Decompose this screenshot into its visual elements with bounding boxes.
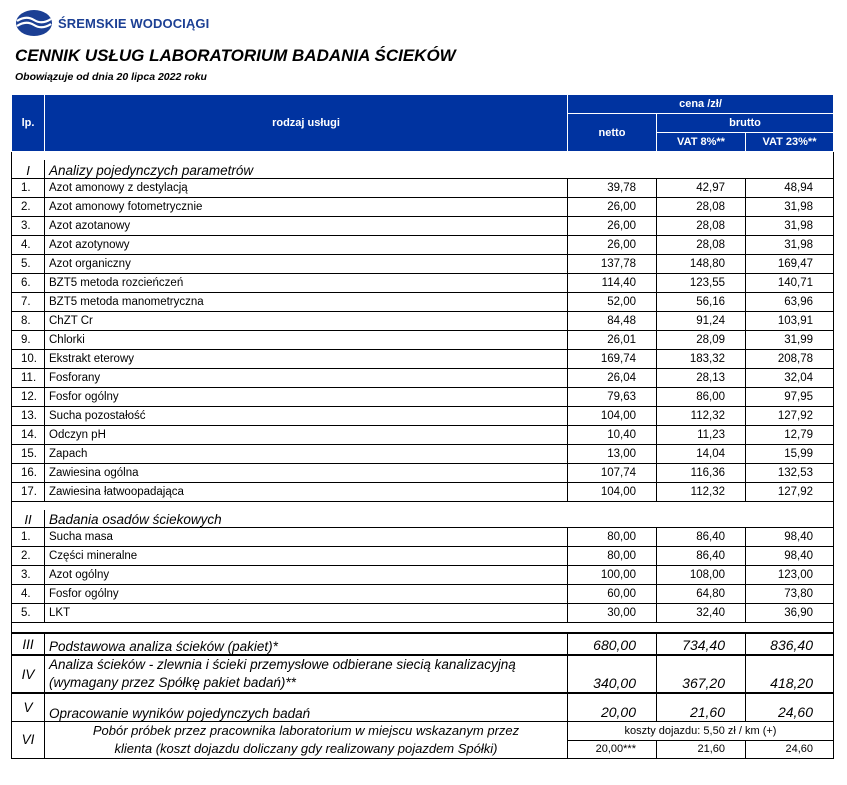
table-row xyxy=(12,482,834,501)
row-netto: 100,00 xyxy=(568,566,657,585)
row-lp: 8. xyxy=(12,311,45,330)
table-row xyxy=(12,387,834,406)
section-number: III xyxy=(12,633,45,655)
row-vat23: 140,71 xyxy=(746,273,834,292)
row-lp: 7. xyxy=(12,292,45,311)
row-netto: 26,00 xyxy=(568,216,657,235)
row-vat8: 28,13 xyxy=(657,368,746,387)
row-netto: 79,63 xyxy=(568,387,657,406)
section-sec3-row xyxy=(12,633,834,655)
col-header-service: rodzaj usługi xyxy=(45,95,568,152)
section-vat23: 836,40 xyxy=(746,633,834,655)
row-vat8: 28,08 xyxy=(657,197,746,216)
spacer-row xyxy=(12,623,834,634)
section-title: Analizy pojedynczych parametrów xyxy=(45,160,834,178)
row-lp: 16. xyxy=(12,463,45,482)
wave-logo-icon xyxy=(14,8,54,38)
row-lp: 14. xyxy=(12,425,45,444)
row-netto: 26,01 xyxy=(568,330,657,349)
row-netto: 30,00 xyxy=(568,604,657,623)
row-vat8: 112,32 xyxy=(657,406,746,425)
company-logo xyxy=(14,6,209,40)
table-row xyxy=(12,235,834,254)
table-row xyxy=(12,292,834,311)
row-vat8: 86,40 xyxy=(657,528,746,547)
row-service-name: Fosforany xyxy=(45,368,568,387)
col-header-vat8: VAT 8%** xyxy=(657,133,746,152)
section-title-line1: Analiza ścieków - zlewnia i ścieki przemysłowe odbierane siecią kanalizacyjną xyxy=(49,657,516,672)
row-netto: 60,00 xyxy=(568,585,657,604)
row-lp: 5. xyxy=(12,254,45,273)
row-service-name: Azot amonowy fotometrycznie xyxy=(45,197,568,216)
section-title xyxy=(45,655,568,693)
row-vat8: 148,80 xyxy=(657,254,746,273)
section-vat23: 418,20 xyxy=(746,655,834,693)
row-lp: 15. xyxy=(12,444,45,463)
row-service-name: Chlorki xyxy=(45,330,568,349)
row-vat8: 28,08 xyxy=(657,216,746,235)
table-row xyxy=(12,254,834,273)
table-row xyxy=(12,311,834,330)
row-vat23: 98,40 xyxy=(746,547,834,566)
row-vat23: 208,78 xyxy=(746,349,834,368)
col-header-netto: netto xyxy=(568,114,657,152)
row-vat8: 123,55 xyxy=(657,273,746,292)
row-service-name: Azot amonowy z destylacją xyxy=(45,178,568,197)
table-row xyxy=(12,425,834,444)
row-vat23: 123,00 xyxy=(746,566,834,585)
spacer-row xyxy=(12,501,834,510)
table-row xyxy=(12,368,834,387)
row-service-name: Azot organiczny xyxy=(45,254,568,273)
row-lp: 6. xyxy=(12,273,45,292)
row-vat23: 127,92 xyxy=(746,482,834,501)
row-netto: 26,00 xyxy=(568,235,657,254)
row-lp: 3. xyxy=(12,566,45,585)
row-vat8: 91,24 xyxy=(657,311,746,330)
col-header-lp: lp. xyxy=(12,95,45,152)
row-vat23: 36,90 xyxy=(746,604,834,623)
page-subtitle: Obowiązuje od dnia 20 lipca 2022 roku xyxy=(15,71,207,83)
row-netto: 80,00 xyxy=(568,547,657,566)
row-vat8: 116,36 xyxy=(657,463,746,482)
row-vat23: 15,99 xyxy=(746,444,834,463)
row-vat8: 28,09 xyxy=(657,330,746,349)
row-lp: 17. xyxy=(12,482,45,501)
spacer-cell xyxy=(12,501,834,510)
table-row xyxy=(12,216,834,235)
row-netto: 114,40 xyxy=(568,273,657,292)
row-netto: 137,78 xyxy=(568,254,657,273)
section-header-row xyxy=(12,160,834,178)
row-lp: 9. xyxy=(12,330,45,349)
row-netto: 10,40 xyxy=(568,425,657,444)
section-title-line2: klienta (koszt dojazdu doliczany gdy realizowany pojazdem Spółki) xyxy=(114,740,498,756)
page-title: CENNIK USŁUG LABORATORIUM BADANIA ŚCIEKÓW xyxy=(15,46,456,65)
row-service-name: Azot ogólny xyxy=(45,566,568,585)
row-vat23: 63,96 xyxy=(746,292,834,311)
row-vat8: 42,97 xyxy=(657,178,746,197)
row-vat23: 31,99 xyxy=(746,330,834,349)
company-name: ŚREMSKIE WODOCIĄGI xyxy=(58,15,210,31)
row-service-name: Ekstrakt eterowy xyxy=(45,349,568,368)
table-row xyxy=(12,406,834,425)
section-netto: 20,00*** xyxy=(568,741,657,758)
col-header-price: cena /zł/ xyxy=(568,95,834,114)
section-vat23: 24,60 xyxy=(746,741,834,758)
row-service-name: Odczyn pH xyxy=(45,425,568,444)
row-lp: 2. xyxy=(12,547,45,566)
row-vat23: 31,98 xyxy=(746,197,834,216)
row-netto: 52,00 xyxy=(568,292,657,311)
spacer-row xyxy=(12,152,834,161)
row-netto: 39,78 xyxy=(568,178,657,197)
section-title-line1: Pobór próbek przez pracownika laboratorium w miejscu wskazanym przez xyxy=(92,722,520,738)
row-netto: 26,00 xyxy=(568,197,657,216)
row-vat8: 112,32 xyxy=(657,482,746,501)
section-vat8: 21,60 xyxy=(657,741,746,758)
row-lp: 3. xyxy=(12,216,45,235)
row-vat23: 31,98 xyxy=(746,235,834,254)
section-title-line2: (wymagany przez Spółkę pakiet badań)** xyxy=(49,675,296,690)
price-table xyxy=(11,94,834,759)
row-vat8: 32,40 xyxy=(657,604,746,623)
row-vat23: 132,53 xyxy=(746,463,834,482)
table-row xyxy=(12,273,834,292)
row-vat23: 12,79 xyxy=(746,425,834,444)
section-netto: 20,00 xyxy=(568,693,657,721)
section-number: IV xyxy=(12,655,45,693)
section-sec6-row xyxy=(12,721,834,741)
row-vat8: 108,00 xyxy=(657,566,746,585)
spacer-cell xyxy=(12,152,834,161)
row-vat23: 48,94 xyxy=(746,178,834,197)
section-title: Opracowanie wyników pojedynczych badań xyxy=(45,693,568,721)
row-vat23: 97,95 xyxy=(746,387,834,406)
section-title: Podstawowa analiza ścieków (pakiet)* xyxy=(45,633,568,655)
row-netto: 13,00 xyxy=(568,444,657,463)
table-row xyxy=(12,528,834,547)
row-service-name: ChZT Cr xyxy=(45,311,568,330)
table-row xyxy=(12,585,834,604)
row-netto: 107,74 xyxy=(568,463,657,482)
section-vat8: 367,20 xyxy=(657,655,746,693)
row-vat8: 11,23 xyxy=(657,425,746,444)
row-vat8: 14,04 xyxy=(657,444,746,463)
row-netto: 84,48 xyxy=(568,311,657,330)
section-header-row xyxy=(12,510,834,528)
row-service-name: Zapach xyxy=(45,444,568,463)
row-service-name: Sucha masa xyxy=(45,528,568,547)
table-row xyxy=(12,566,834,585)
row-service-name: Azot azotynowy xyxy=(45,235,568,254)
row-vat23: 127,92 xyxy=(746,406,834,425)
table-row xyxy=(12,604,834,623)
row-service-name: Fosfor ogólny xyxy=(45,387,568,406)
row-vat8: 56,16 xyxy=(657,292,746,311)
section-sec4-row xyxy=(12,655,834,693)
row-vat23: 73,80 xyxy=(746,585,834,604)
table-row xyxy=(12,547,834,566)
row-lp: 10. xyxy=(12,349,45,368)
row-service-name: Zawiesina ogólna xyxy=(45,463,568,482)
row-service-name: LKT xyxy=(45,604,568,623)
col-header-brutto: brutto xyxy=(657,114,834,133)
row-netto: 169,74 xyxy=(568,349,657,368)
row-lp: 12. xyxy=(12,387,45,406)
row-service-name: Sucha pozostałość xyxy=(45,406,568,425)
row-netto: 104,00 xyxy=(568,482,657,501)
row-lp: 4. xyxy=(12,585,45,604)
row-netto: 104,00 xyxy=(568,406,657,425)
row-service-name: BZT5 metoda manometryczna xyxy=(45,292,568,311)
row-lp: 1. xyxy=(12,178,45,197)
row-vat23: 103,91 xyxy=(746,311,834,330)
table-row xyxy=(12,330,834,349)
section-sec5-row xyxy=(12,693,834,721)
col-header-vat23: VAT 23%** xyxy=(746,133,834,152)
row-service-name: Azot azotanowy xyxy=(45,216,568,235)
section-netto: 680,00 xyxy=(568,633,657,655)
row-lp: 4. xyxy=(12,235,45,254)
row-vat8: 183,32 xyxy=(657,349,746,368)
table-row xyxy=(12,349,834,368)
row-lp: 1. xyxy=(12,528,45,547)
row-vat8: 64,80 xyxy=(657,585,746,604)
section-netto: 340,00 xyxy=(568,655,657,693)
table-row xyxy=(12,197,834,216)
section-number: II xyxy=(12,510,45,528)
row-vat8: 28,08 xyxy=(657,235,746,254)
row-lp: 5. xyxy=(12,604,45,623)
section-title xyxy=(45,721,568,758)
row-service-name: BZT5 metoda rozcieńczeń xyxy=(45,273,568,292)
row-service-name: Zawiesina łatwoopadająca xyxy=(45,482,568,501)
table-row xyxy=(12,463,834,482)
section-number: VI xyxy=(12,721,45,758)
row-vat23: 169,47 xyxy=(746,254,834,273)
section-vat8: 21,60 xyxy=(657,693,746,721)
spacer-cell xyxy=(12,623,834,634)
row-lp: 13. xyxy=(12,406,45,425)
row-lp: 11. xyxy=(12,368,45,387)
row-vat8: 86,00 xyxy=(657,387,746,406)
row-netto: 26,04 xyxy=(568,368,657,387)
row-vat8: 86,40 xyxy=(657,547,746,566)
table-row xyxy=(12,178,834,197)
row-netto: 80,00 xyxy=(568,528,657,547)
row-service-name: Fosfor ogólny xyxy=(45,585,568,604)
row-lp: 2. xyxy=(12,197,45,216)
row-vat23: 31,98 xyxy=(746,216,834,235)
section-vat8: 734,40 xyxy=(657,633,746,655)
travel-cost-note: koszty dojazdu: 5,50 zł / km (+) xyxy=(568,721,834,741)
row-vat23: 32,04 xyxy=(746,368,834,387)
section-number: V xyxy=(12,693,45,721)
section-title: Badania osadów ściekowych xyxy=(45,510,834,528)
row-vat23: 98,40 xyxy=(746,528,834,547)
row-service-name: Części mineralne xyxy=(45,547,568,566)
table-row xyxy=(12,444,834,463)
section-number: I xyxy=(12,160,45,178)
section-vat23: 24,60 xyxy=(746,693,834,721)
